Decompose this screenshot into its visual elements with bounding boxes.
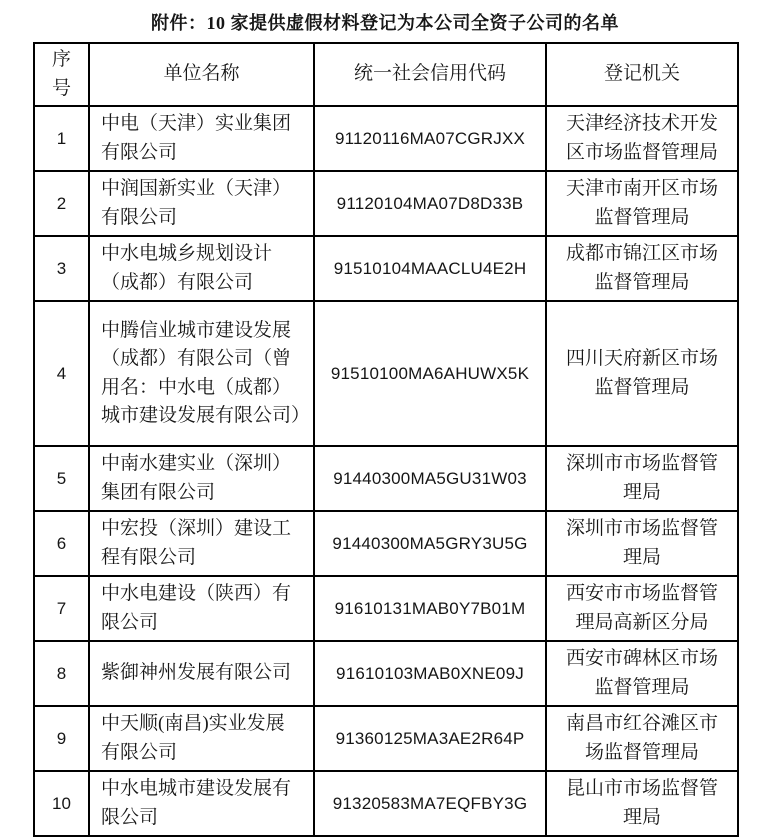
attachment-title: 附件：10 家提供虚假材料登记为本公司全资子公司的名单 xyxy=(151,13,619,33)
table-row xyxy=(34,771,738,836)
registration-authority: 南昌市红谷滩区市场监督管理局 xyxy=(546,706,738,771)
table-row xyxy=(34,706,738,771)
registration-authority: 昆山市市场监督管理局 xyxy=(546,771,738,836)
table-row xyxy=(34,106,738,171)
table-row xyxy=(34,171,738,236)
company-name: 中腾信业城市建设发展（成都）有限公司（曾用名：中水电（成都）城市建设发展有限公司） xyxy=(89,301,314,446)
header-row xyxy=(34,43,738,106)
row-number: 9 xyxy=(34,706,89,771)
company-name: 中水电城乡规划设计（成都）有限公司 xyxy=(89,236,314,301)
row-number: 2 xyxy=(34,171,89,236)
column-header-no: 序号 xyxy=(34,43,89,106)
row-number: 5 xyxy=(34,446,89,511)
table-row xyxy=(34,236,738,301)
row-number: 6 xyxy=(34,511,89,576)
credit-code: 91320583MA7EQFBY3G xyxy=(314,771,546,836)
company-name: 紫御神州发展有限公司 xyxy=(89,641,314,706)
credit-code: 91120104MA07D8D33B xyxy=(314,171,546,236)
table-row xyxy=(34,301,738,446)
registration-authority: 成都市锦江区市场监督管理局 xyxy=(546,236,738,301)
table-row xyxy=(34,641,738,706)
row-number: 4 xyxy=(34,301,89,446)
company-name: 中宏投（深圳）建设工程有限公司 xyxy=(89,511,314,576)
row-number: 10 xyxy=(34,771,89,836)
registration-authority: 四川天府新区市场监督管理局 xyxy=(546,301,738,446)
company-name: 中南水建实业（深圳）集团有限公司 xyxy=(89,446,314,511)
credit-code: 91510100MA6AHUWX5K xyxy=(314,301,546,446)
credit-code: 91510104MAACLU4E2H xyxy=(314,236,546,301)
company-name: 中润国新实业（天津）有限公司 xyxy=(89,171,314,236)
row-number: 3 xyxy=(34,236,89,301)
registration-authority: 天津市南开区市场监督管理局 xyxy=(546,171,738,236)
table-row xyxy=(34,446,738,511)
credit-code: 91440300MA5GU31W03 xyxy=(314,446,546,511)
company-name: 中天顺(南昌)实业发展有限公司 xyxy=(89,706,314,771)
credit-code: 91120116MA07CGRJXX xyxy=(314,106,546,171)
registration-authority: 深圳市市场监督管理局 xyxy=(546,446,738,511)
company-name: 中水电建设（陕西）有限公司 xyxy=(89,576,314,641)
column-header-code: 统一社会信用代码 xyxy=(314,43,546,106)
column-header-name: 单位名称 xyxy=(89,43,314,106)
company-name: 中水电城市建设发展有限公司 xyxy=(89,771,314,836)
registration-authority: 西安市市场监督管理局高新区分局 xyxy=(546,576,738,641)
registration-authority: 西安市碑林区市场监督管理局 xyxy=(546,641,738,706)
table-row xyxy=(34,511,738,576)
credit-code: 91610131MAB0Y7B01M xyxy=(314,576,546,641)
registration-authority: 深圳市市场监督管理局 xyxy=(546,511,738,576)
column-header-authority: 登记机关 xyxy=(546,43,738,106)
row-number: 1 xyxy=(34,106,89,171)
subsidiaries-table xyxy=(33,42,739,837)
company-name: 中电（天津）实业集团有限公司 xyxy=(89,106,314,171)
credit-code: 91440300MA5GRY3U5G xyxy=(314,511,546,576)
credit-code: 91360125MA3AE2R64P xyxy=(314,706,546,771)
table-row xyxy=(34,576,738,641)
credit-code: 91610103MAB0XNE09J xyxy=(314,641,546,706)
row-number: 7 xyxy=(34,576,89,641)
row-number: 8 xyxy=(34,641,89,706)
registration-authority: 天津经济技术开发区市场监督管理局 xyxy=(546,106,738,171)
